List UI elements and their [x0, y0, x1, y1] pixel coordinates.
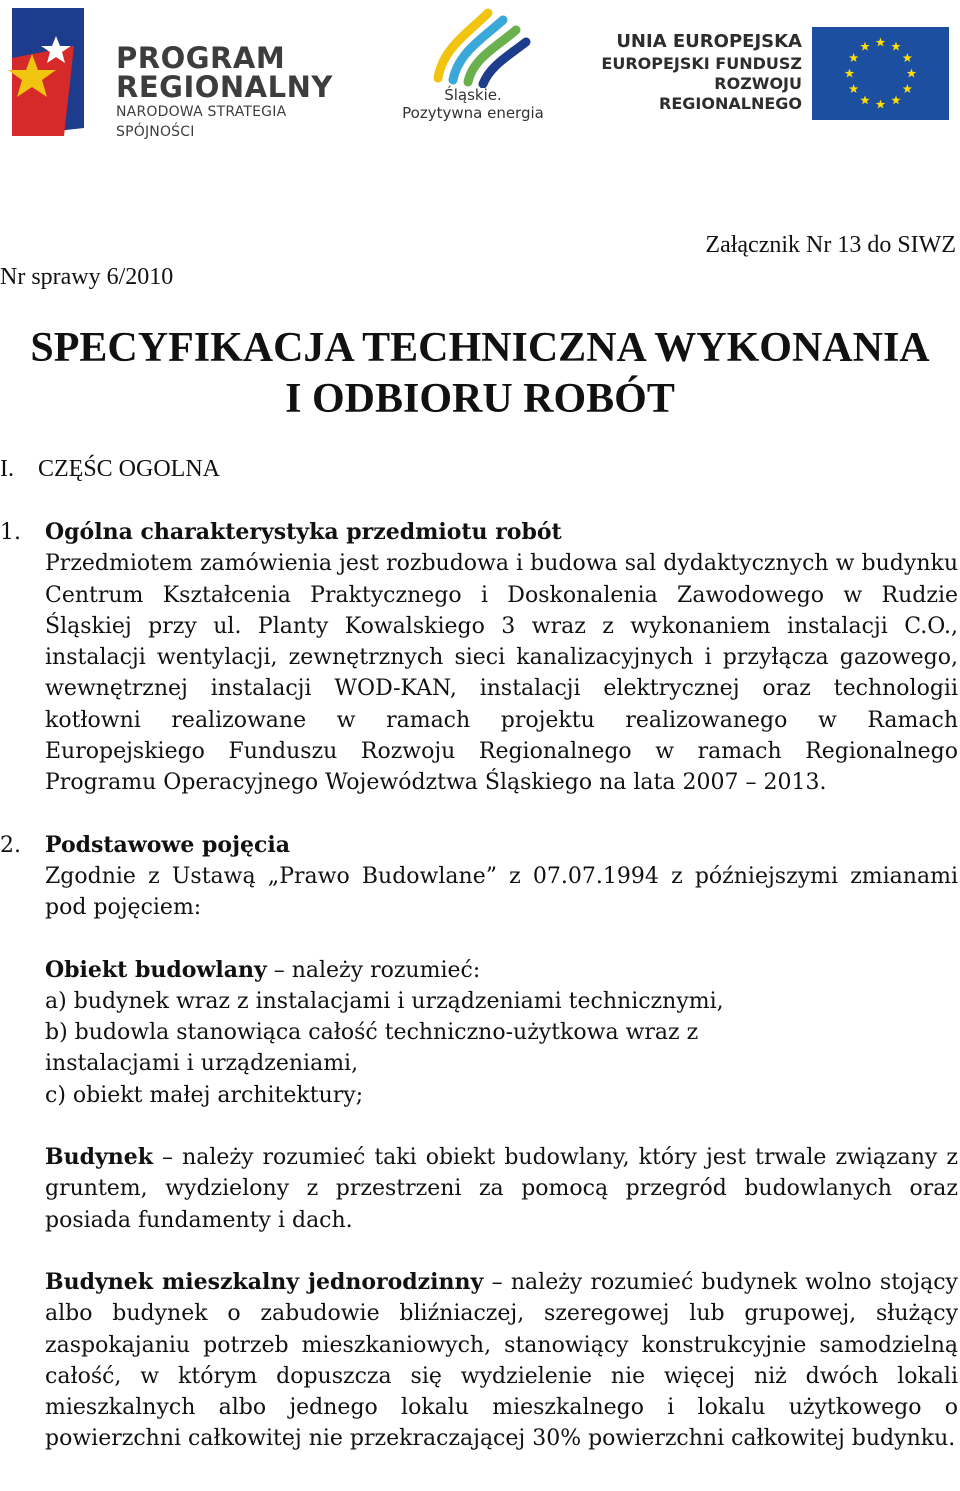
document-title-line2: I ODBIORU ROBÓT: [285, 376, 675, 422]
eu-logo-line2: EUROPEJSKI FUNDUSZ: [601, 54, 802, 73]
program-logo-line3: NARODOWA STRATEGIA SPÓJNOŚCI: [116, 104, 287, 140]
definition-obiekt-item-b-cont: instalacjami i urządzeniami,: [45, 1051, 359, 1077]
document-title: [0, 323, 960, 425]
definition-text: – należy rozumieć budynek wolno stojący albo budynek o zabudowie bliźniaczej, szeregowej lub grupowej, służący zaspokajaniu potrzeb mieszkaniowych, stanowiący konstrukcyjnie samodzielną całość, w którym dopuszcza się wydzielenie nie więcej niż dwóch lokali mieszkalnych albo jednego lokalu mieszkalnego i lokalu użytkowego o powierzchni całkowitej nie przekraczającej 30% powierzchni całkowitej budynku.: [45, 1269, 958, 1452]
section-2-title: Podstawowe pojęcia: [45, 831, 291, 858]
eu-fund-text: [572, 30, 802, 113]
section-2-intro: Zgodnie z Ustawą „Prawo Budowlane” z 07.07.1994 z późniejszymi zmianami pod pojęciem:: [45, 863, 958, 921]
slaskie-waves-icon: [398, 8, 548, 88]
program-logo-line2: REGIONALNY: [116, 70, 333, 104]
section-2-number: 2.: [0, 832, 21, 858]
definition-obiekt-item-b: b) budowla stanowiąca całość techniczno-użytkowa wraz z: [45, 1020, 699, 1046]
case-number: Nr sprawy 6/2010: [0, 264, 174, 290]
definition-term: Obiekt budowlany: [45, 956, 267, 983]
slaskie-text: [398, 86, 548, 122]
header-logos: [0, 0, 960, 150]
slaskie-logo-line1: Śląskie.: [444, 86, 502, 104]
annex-label: Załącznik Nr 13 do SIWZ: [705, 232, 956, 258]
program-logo-line1: PROGRAM: [116, 41, 286, 75]
part-number: I.: [0, 456, 14, 482]
section-1-body: Przedmiotem zamówienia jest rozbudowa i budowa sal dydaktycznych w budynku Centrum Kształcenia Praktycznego i Doskonalenia Zawodowego w Rudzie Śląskiej przy ul. Planty Kowalskiego 3 wraz z wykonaniem instalacji C.O., instalacji wentylacji, zewnętrznych sieci kanalizacyjnych i przyłącza gazowego, wewnętrznej instalacji WOD-KAN, instalacji elektrycznej oraz technologii kotłowni realizowane w ramach projektu realizowanego w Ramach Europejskiego Funduszu Rozwoju Regionalnego w ramach Regionalnego Programu Operacyjnego Województwa Śląskiego na lata 2007 – 2013.: [45, 551, 958, 796]
definition-obiekt-item-c: c) obiekt małej architektury;: [45, 1082, 364, 1108]
definition-budynek: [0, 1142, 958, 1236]
program-regionalny-text: [116, 41, 364, 142]
document-title-line1: SPECYFIKACJA TECHNICZNA WYKONANIA: [30, 325, 930, 371]
eu-flag-icon: [812, 27, 949, 120]
section-1-number: 1.: [0, 520, 21, 545]
definition-term: Budynek mieszkalny jednorodzinny: [45, 1268, 484, 1295]
section-1-heading: [0, 517, 958, 548]
spacer: [0, 1236, 958, 1267]
definition-term: Budynek: [45, 1144, 153, 1171]
part-heading: [0, 456, 220, 483]
definition-obiekt-item-a: a) budynek wraz z instalacjami i urządzeniami technicznymi,: [45, 988, 724, 1014]
spacer: [0, 924, 958, 955]
definition-obiekt-heading: [0, 955, 958, 986]
slaskie-logo-line2: Pozytywna energia: [402, 104, 544, 122]
section-2-heading: [0, 830, 958, 861]
spacer: [0, 1111, 958, 1142]
program-regionalny-flag-icon: [4, 8, 114, 138]
program-regionalny-logo: [4, 8, 364, 138]
eu-logo-line3: ROZWOJU REGIONALNEGO: [659, 74, 802, 113]
definition-text: – należy rozumieć taki obiekt budowlany, który jest trwale związany z gruntem, wydzielony z przestrzeni za pomocą przegród budowlanych oraz posiada fundamenty i dach.: [45, 1145, 958, 1233]
slaskie-logo: [398, 8, 548, 133]
eu-logo-line1: UNIA EUROPEJSKA: [616, 31, 802, 52]
section-1-title: Ogólna charakterystyka przedmiotu robót: [45, 519, 562, 545]
part-label: CZĘŚC OGOLNA: [38, 456, 221, 482]
definition-intro: – należy rozumieć:: [266, 957, 481, 983]
definition-budynek-jednorodzinny: [0, 1267, 958, 1455]
document-body: [0, 517, 958, 1455]
spacer: [0, 799, 958, 830]
